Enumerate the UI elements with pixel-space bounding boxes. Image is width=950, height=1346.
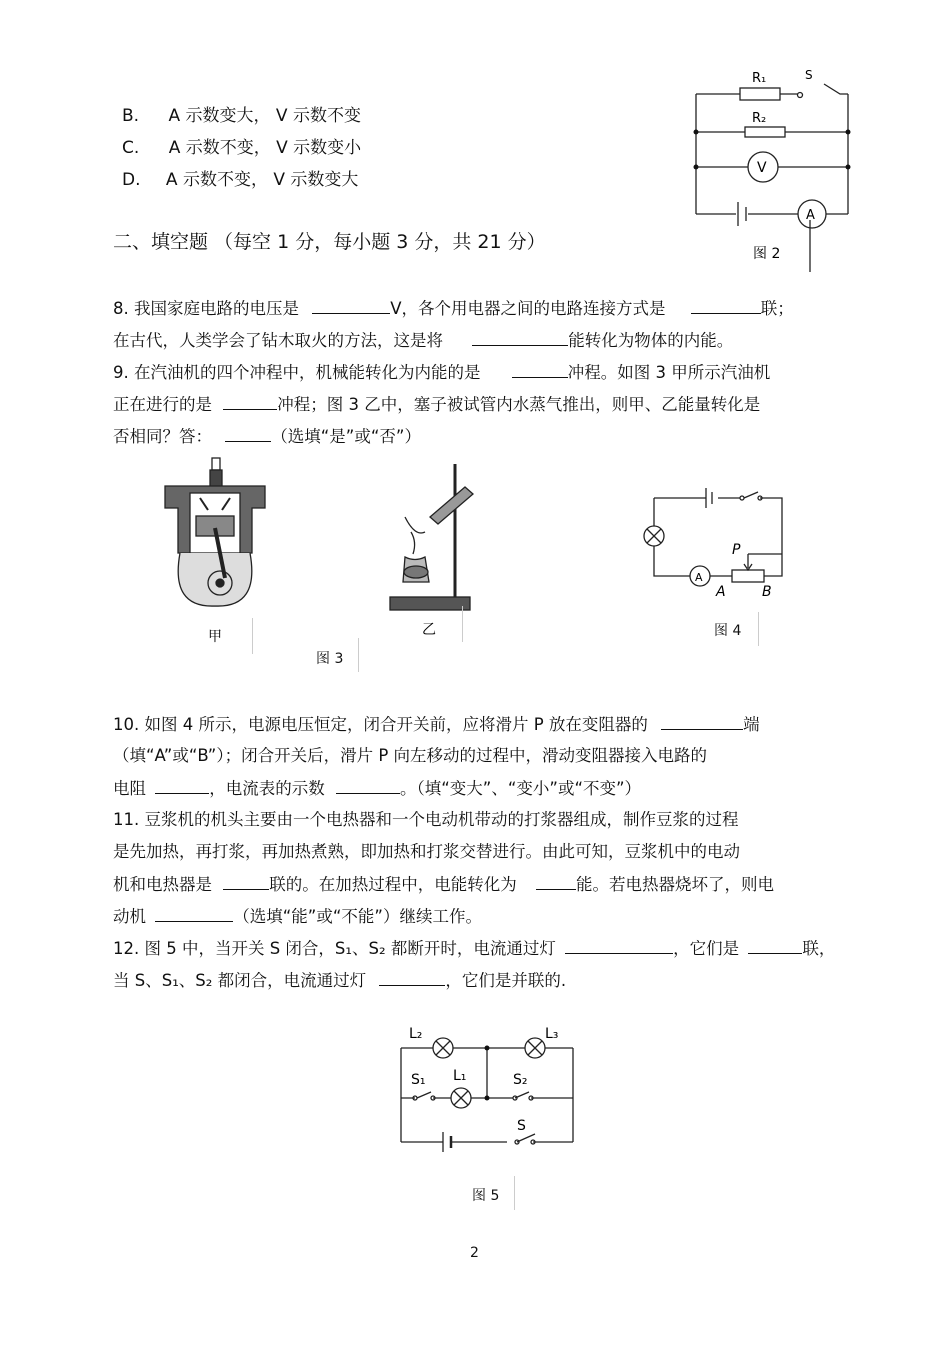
q10-blank-end[interactable] <box>661 712 743 730</box>
q10-line2: （填“A”或“B”）；闭合开关后，滑片 P 向左移动的过程中，滑动变阻器接入电路的 <box>113 746 708 765</box>
fig3-caption: 图 3 <box>316 651 344 667</box>
option-d <box>122 168 358 192</box>
divider <box>358 638 359 672</box>
fig5-s1-label: S₁ <box>411 1072 426 1088</box>
option-c <box>122 136 361 160</box>
q11-text: 动机 <box>113 907 146 926</box>
q9-blank-current-stroke[interactable] <box>223 392 277 410</box>
fig2-s-label: S <box>805 68 813 82</box>
divider <box>758 612 759 646</box>
q8-text: 在古代，人类学会了钻木取火的方法，这是将 <box>113 331 443 350</box>
q9-line1 <box>113 360 770 385</box>
divider <box>514 1176 515 1210</box>
q8-blank-voltage[interactable] <box>312 296 390 314</box>
q11-line3 <box>113 872 774 897</box>
option-text: A 示数不变， V 示数变大 <box>165 170 359 190</box>
q10-text: 端 <box>743 715 760 734</box>
q10-text: ，电流表的示数 <box>209 779 325 798</box>
q9-text: 冲程；图 3 乙中，塞子被试管内水蒸气推出，则甲、乙能量转化是 <box>277 395 761 414</box>
q10-text: 10. 如图 4 所示，电源电压恒定，闭合开关前，应将滑片 P 放在变阻器的 <box>113 715 648 734</box>
q9-text: 正在进行的是 <box>113 395 212 414</box>
q12-text: 12. 图 5 中，当开关 S 闭合，S₁、S₂ 都断开时，电流通过灯 <box>113 939 556 958</box>
q8-text: V，各个用电器之间的电路连接方式是 <box>390 299 666 318</box>
q12-line1 <box>113 936 835 961</box>
fig4-p-label: P <box>732 542 741 558</box>
q11-text: 机和电热器是 <box>113 875 212 894</box>
q11-blank-can-work[interactable] <box>155 904 233 922</box>
figure-2 <box>690 62 860 272</box>
fig4-a-label: A <box>716 584 726 600</box>
fig5-l2-label: L₂ <box>409 1026 423 1042</box>
section-title: 二、填空题 （每空 1 分，每小题 3 分，共 21 分） <box>113 231 546 253</box>
fig5-l3-label: L₃ <box>545 1026 559 1042</box>
fig4-caption: 图 4 <box>714 623 742 639</box>
q12-line2 <box>113 968 566 993</box>
q10-text: 。（填“变大”、“变小”或“不变”） <box>400 779 642 798</box>
fig2-r1-label: R₁ <box>752 71 767 86</box>
divider <box>462 606 463 642</box>
q8-blank-energy[interactable] <box>472 328 568 346</box>
q9-blank-stroke[interactable] <box>512 360 568 378</box>
fig2-r2-label: R₂ <box>752 111 767 126</box>
q8-text: 8. 我国家庭电路的电压是 <box>113 299 299 318</box>
q8-line1 <box>113 296 794 321</box>
fig5-s2-label: S₂ <box>513 1072 528 1088</box>
q12-text: ，它们是并联的. <box>445 971 567 990</box>
q10-blank-current[interactable] <box>336 776 400 794</box>
option-label: C. <box>122 138 140 158</box>
option-text: A 示数变大， V 示数不变 <box>168 106 361 126</box>
option-label: D. <box>122 170 141 190</box>
q8-line2 <box>113 328 733 353</box>
q10-text: 电阻 <box>113 779 146 798</box>
q12-blank-connection[interactable] <box>748 936 802 954</box>
q10-line1 <box>113 712 760 737</box>
fig3-jia-label: 甲 <box>208 629 222 645</box>
q11-text: （选填“能”或“不能”）继续工作。 <box>233 907 482 926</box>
q9-line2 <box>113 392 760 417</box>
q9-blank-answer[interactable] <box>225 424 271 442</box>
q9-text: （选填“是”或“否”） <box>271 427 421 446</box>
q11-line1: 11. 豆浆机的机头主要由一个电热器和一个电动机带动的打浆器组成，制作豆浆的过程 <box>113 810 739 829</box>
page-number: 2 <box>470 1245 479 1261</box>
q11-blank-energy[interactable] <box>536 872 576 890</box>
divider <box>252 618 253 654</box>
figure-5 <box>395 1018 580 1163</box>
q12-blank-lamps-parallel[interactable] <box>379 968 445 986</box>
fig4-ammeter-label: A <box>695 571 703 584</box>
q12-text: 当 S、S₁、S₂ 都闭合，电流通过灯 <box>113 971 367 990</box>
fig3-yi-label: 乙 <box>422 622 436 638</box>
q8-text: 联； <box>760 299 794 318</box>
fig2-voltmeter-label: V <box>757 160 767 176</box>
option-text: A 示数不变， V 示数变小 <box>168 138 362 158</box>
q12-text: ，它们是 <box>673 939 740 958</box>
option-b <box>122 104 361 128</box>
figure-4 <box>640 484 790 609</box>
fig2-caption: 图 2 <box>753 246 781 262</box>
q11-text: 能。若电热器烧坏了，则电 <box>576 875 774 894</box>
q11-text: 联的。在加热过程中，电能转化为 <box>269 875 517 894</box>
q12-blank-lamps-series[interactable] <box>565 936 673 954</box>
q11-line2: 是先加热，再打浆，再加热煮熟，即加热和打浆交替进行。由此可知，豆浆机中的电动 <box>113 842 740 861</box>
q9-text: 9. 在汽油机的四个冲程中，机械能转化为内能的是 <box>113 363 481 382</box>
fig5-l1-label: L₁ <box>453 1068 467 1084</box>
q10-blank-resistance[interactable] <box>155 776 209 794</box>
option-label: B. <box>122 106 140 126</box>
q11-line4 <box>113 904 482 929</box>
q9-text: 否相同？答： <box>113 427 212 446</box>
figure-3-test-tube <box>385 462 475 638</box>
fig5-s-label: S <box>517 1118 526 1134</box>
q9-line3 <box>113 424 421 449</box>
q10-line3 <box>113 776 641 801</box>
q9-text: 冲程。如图 3 甲所示汽油机 <box>567 363 771 382</box>
q8-text: 能转化为物体的内能。 <box>568 331 734 350</box>
fig2-ammeter-label: A <box>806 208 815 223</box>
q12-text: 联， <box>802 939 836 958</box>
figure-3-engine <box>160 458 270 645</box>
q11-blank-connection[interactable] <box>223 872 269 890</box>
fig4-b-label: B <box>762 584 772 600</box>
fig5-caption: 图 5 <box>472 1188 500 1204</box>
q8-blank-connection[interactable] <box>691 296 761 314</box>
